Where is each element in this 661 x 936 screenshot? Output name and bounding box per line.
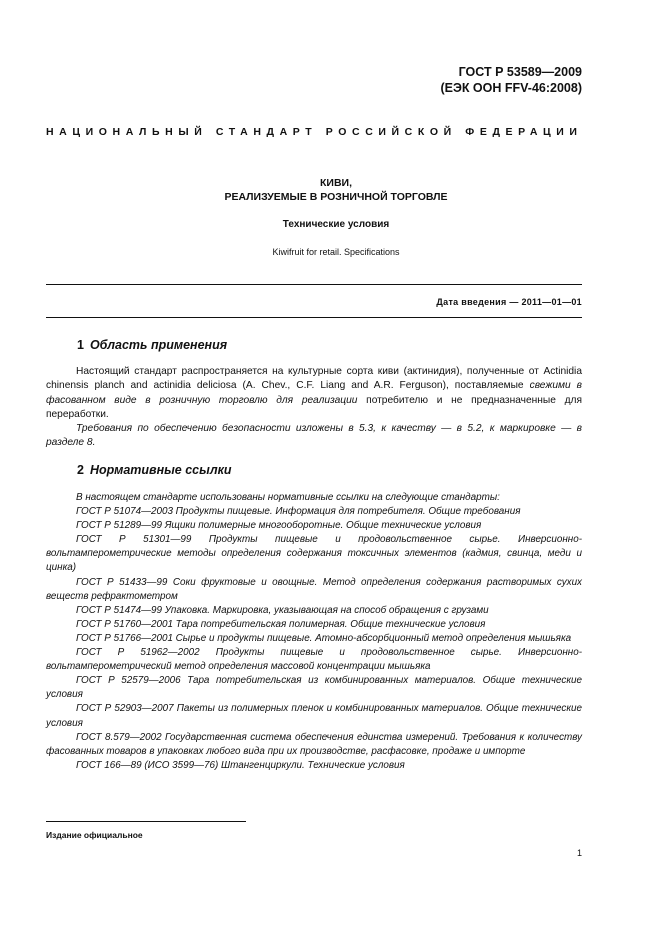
reference-item: ГОСТ Р 51301—99 Продукты пищевые и продовольственное сырье. Инверсионно-вольтамперометрические методы определения содержания токсичных элементов (кадмия, свинца, меди и цинка)	[46, 534, 582, 574]
section-1-number: 1	[77, 338, 84, 352]
scope-text-a: Настоящий стандарт распространяется на культурные сорта киви (актинидия), полученные от Actinidia chinensis planch and actinidia deliciosa (A. Chev., C.F. Liang and A.R. Ferguson), поставляемые	[46, 366, 582, 392]
reference-item: ГОСТ Р 52579—2006 Тара потребительская из комбинированных материалов. Общие технические условия	[46, 675, 582, 701]
safety-paragraph: Требования по обеспечению безопасности изложены в 5.3, к качеству — в 5.2, к маркировке — в разделе 8.	[46, 423, 582, 449]
reference-item: ГОСТ 166—89 (ИСО 3599—76) Штангенциркули. Технические условия	[76, 759, 405, 771]
title-line-1: КИВИ,	[319, 177, 352, 189]
divider-top	[46, 284, 582, 285]
reference-item: ГОСТ Р 52903—2007 Пакеты из полимерных пленок и комбинированных материалов. Общие технические условия	[46, 703, 582, 729]
footer-divider	[46, 821, 246, 822]
national-standard-banner: НАЦИОНАЛЬНЫЙ СТАНДАРТ РОССИЙСКОЙ ФЕДЕРАЦИИ	[46, 126, 583, 138]
section-2-number: 2	[77, 463, 84, 477]
introduction-date: Дата введения — 2011—01—01	[436, 297, 582, 307]
divider-bottom	[46, 317, 582, 318]
standard-equivalent: (ЕЭК ООН FFV-46:2008)	[440, 81, 582, 95]
standard-number: ГОСТ Р 53589—2009	[458, 65, 582, 79]
reference-item: ГОСТ Р 51962—2002 Продукты пищевые и продовольственное сырье. Инверсионно-вольтамперометрический метод определения массовой концентрации мышьяка	[46, 647, 582, 673]
scope-text-c: потребителю и не предназначенные для переработки.	[46, 394, 582, 421]
section-1-heading	[77, 338, 227, 352]
section-1-title: Область применения	[89, 338, 228, 352]
standard-title	[46, 176, 626, 204]
english-title: Kiwifruit for retail. Specifications	[272, 247, 400, 257]
official-edition-label: Издание официальное	[46, 830, 143, 840]
normative-references-list	[46, 491, 582, 773]
reference-item: ГОСТ Р 51766—2001 Сырье и продукты пищевые. Атомно-абсорбционный метод определения мышьяка	[76, 632, 572, 644]
reference-item: ГОСТ Р 51289—99 Ящики полимерные многооборотные. Общие технические условия	[76, 520, 482, 532]
standard-designation	[440, 64, 582, 96]
reference-item: ГОСТ Р 51433—99 Соки фруктовые и овощные. Метод определения содержания растворимых сухих веществ рефрактометром	[46, 576, 582, 602]
reference-intro: В настоящем стандарте использованы нормативные ссылки на следующие стандарты:	[76, 492, 500, 503]
section-2-title: Нормативные ссылки	[89, 463, 232, 477]
reference-item: ГОСТ Р 51074—2003 Продукты пищевые. Информация для потребителя. Общие требования	[76, 506, 521, 518]
page-number: 1	[576, 848, 582, 858]
reference-item: ГОСТ 8.579—2002 Государственная система обеспечения единства измерений. Требования к количеству фасованных товаров в упаковках любого вида при их производстве, расфасовке, продаже и импорте	[46, 731, 582, 757]
scope-text-b: свежими в фасованном виде в розничную торговлю для реализации	[46, 380, 582, 406]
section-2-heading	[77, 463, 232, 477]
reference-item: ГОСТ Р 51474—99 Упаковка. Маркировка, указывающая на способ обращения с грузами	[76, 604, 489, 616]
scope-paragraph	[46, 365, 582, 423]
standard-subtitle: Технические условия	[282, 219, 390, 230]
reference-item: ГОСТ Р 51760—2001 Тара потребительская полимерная. Общие технические условия	[76, 618, 486, 630]
title-line-2: РЕАЛИЗУЕМЫЕ В РОЗНИЧНОЙ ТОРГОВЛЕ	[224, 191, 448, 203]
